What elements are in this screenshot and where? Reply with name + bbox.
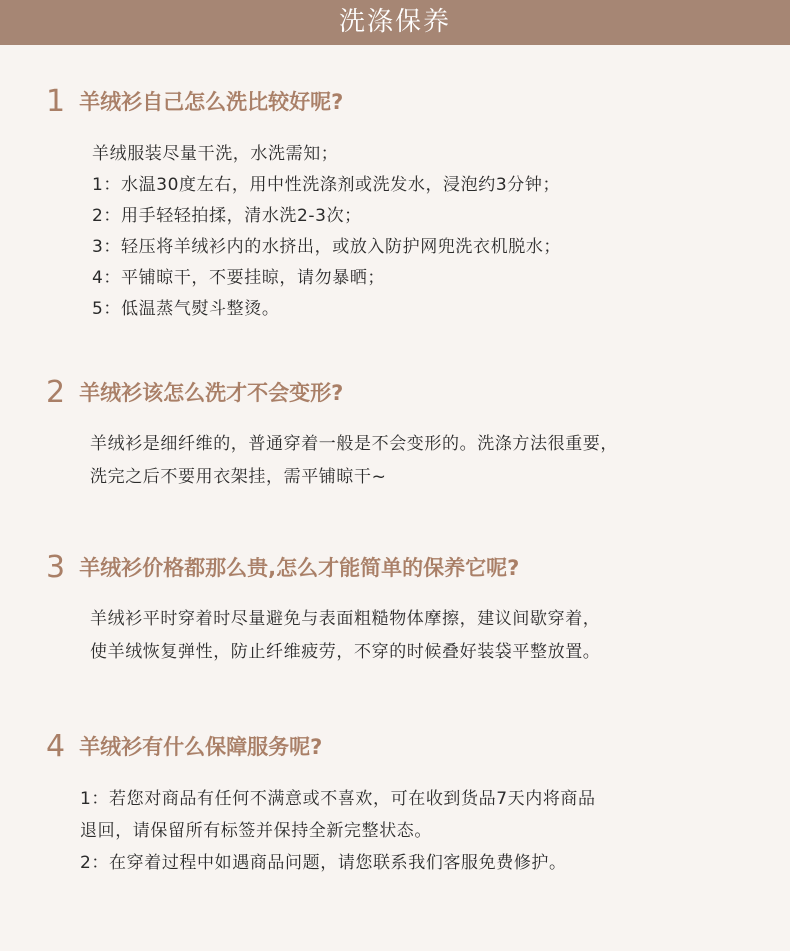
question-number: 2	[46, 375, 66, 410]
answer-line: 5：低温蒸气熨斗整烫。	[92, 299, 280, 319]
answer-line: 羊绒衫是细纤维的，普通穿着一般是不会变形的。洗涤方法很重要，	[90, 434, 618, 454]
question-text: 羊绒衫自己怎么洗比较好呢?	[79, 90, 344, 114]
answer-line: 2：用手轻轻拍揉，清水洗2-3次；	[92, 206, 362, 226]
answer-line: 3：轻压将羊绒衫内的水挤出，或放入防护网兜洗衣机脱水；	[92, 237, 562, 257]
header-bar	[0, 0, 790, 45]
answer-line: 1：水温30度左右，用中性洗涤剂或洗发水，浸泡约3分钟；	[92, 175, 561, 195]
question-text: 羊绒衫有什么保障服务呢?	[79, 735, 323, 759]
answer-line: 羊绒衫平时穿着时尽量避免与表面粗糙物体摩擦，建议间歇穿着，	[90, 609, 601, 629]
question-text: 羊绒衫该怎么洗才不会变形?	[79, 381, 344, 405]
question-number: 3	[46, 550, 66, 585]
faq-question-3	[46, 550, 519, 586]
answer-line: 使羊绒恢复弹性，防止纤维疲劳，不穿的时候叠好装袋平整放置。	[90, 642, 601, 662]
answer-line: 2：在穿着过程中如遇商品问题，请您联系我们客服免费修护。	[80, 853, 567, 873]
question-number: 1	[46, 84, 66, 119]
question-text: 羊绒衫价格都那么贵,怎么才能简单的保养它呢?	[79, 556, 520, 580]
answer-line: 1：若您对商品有任何不满意或不喜欢，可在收到货品7天内将商品	[80, 789, 596, 809]
faq-question-4	[46, 729, 322, 765]
answer-line: 退回，请保留所有标签并保持全新完整状态。	[80, 821, 432, 841]
page-title: 洗涤保养	[338, 7, 451, 37]
answer-line: 羊绒服装尽量干洗，水洗需知；	[92, 144, 339, 164]
answer-line: 洗完之后不要用衣架挂，需平铺晾干~	[90, 467, 387, 487]
answer-line: 4：平铺晾干，不要挂晾，请勿暴晒；	[92, 268, 386, 288]
faq-question-2	[46, 375, 343, 411]
faq-question-1	[46, 84, 343, 120]
question-number: 4	[46, 729, 66, 764]
